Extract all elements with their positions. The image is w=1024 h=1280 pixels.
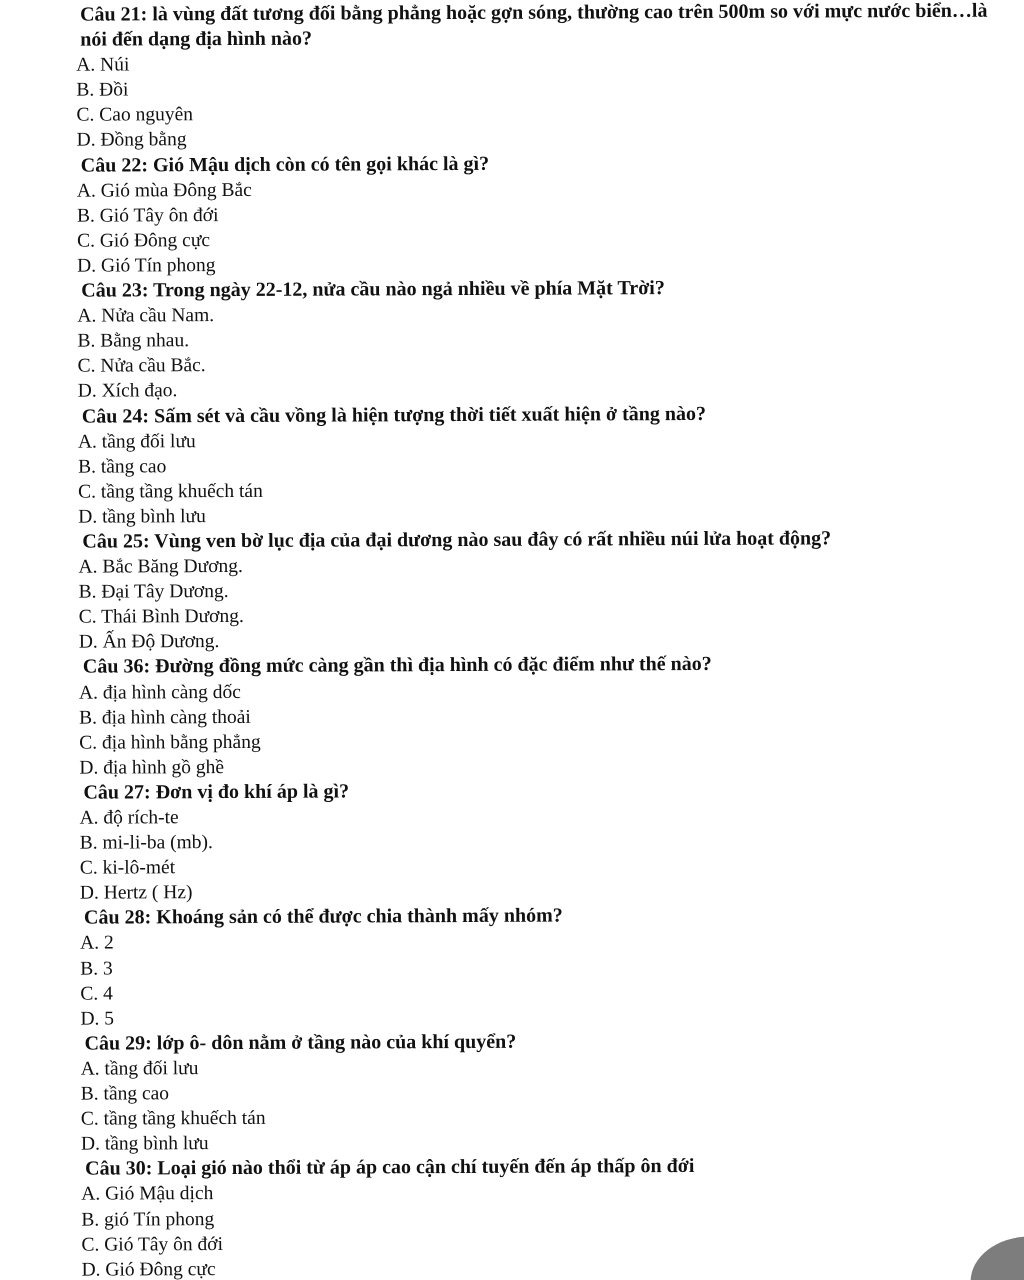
answer-option: D. 5: [80, 1008, 115, 1030]
question-block: [2, 525, 1024, 655]
answer-option: A. Bắc Băng Dương.: [78, 556, 243, 578]
answer-option: B. Đồi: [76, 79, 129, 101]
answer-option: D. Ấn Độ Dương.: [78, 631, 220, 654]
answer-option: D. Đồng bằng: [76, 129, 187, 152]
question-title: Câu 21: là vùng đất tương đối bằng phẳng hoặc gợn sóng, thường cao trên 500m so với mực nước biển…là nói đến dạng địa hình nào?: [80, 0, 988, 51]
answer-option: A. địa hình càng dốc: [78, 681, 241, 704]
answer-option: D. Gió Đông cực: [81, 1258, 216, 1280]
answer-option: A. Gió Mậu dịch: [81, 1183, 214, 1206]
answer-option: A. tầng đối lưu: [80, 1058, 199, 1080]
answer-option: B. Đại Tây Dương.: [78, 581, 229, 603]
answer-option: B. gió Tín phong: [81, 1208, 215, 1231]
answer-option: D. Xích đạo.: [77, 380, 178, 403]
answer-option: C. Nửa cầu Bắc.: [77, 355, 206, 377]
answer-option: C. Gió Đông cực: [77, 229, 211, 252]
answer-option: B. mi-li-ba (mb).: [79, 832, 213, 854]
answer-option: B. tầng cao: [77, 455, 167, 478]
question-block: [2, 400, 1024, 530]
question-block: [0, 0, 1024, 154]
question-title: Câu 29: lớp ô- dôn nằm ở tầng nào của khí quyển?: [84, 1030, 517, 1055]
question-block: [3, 651, 1024, 781]
answer-option: C. tầng tầng khuếch tán: [80, 1107, 266, 1130]
answer-option: A. tầng đối lưu: [77, 430, 196, 453]
answer-option: C. địa hình bằng phẳng: [79, 731, 261, 754]
answer-option: D. Hertz ( Hz): [79, 882, 193, 904]
answer-option: A. 2: [80, 932, 114, 955]
answer-option: B. Bằng nhau.: [77, 330, 190, 352]
question-block: [1, 149, 1024, 279]
question-title: Câu 23: Trong ngày 22-12, nửa cầu nào ngả nhiều về phía Mặt Trời?: [81, 277, 665, 302]
answer-option: C. Cao nguyên: [76, 104, 194, 127]
question-block: [5, 1153, 1024, 1280]
answer-option: A. độ rích-te: [79, 807, 179, 829]
answer-option: A. Gió mùa Đông Bắc: [76, 179, 252, 202]
question-block: [5, 1027, 1024, 1157]
answer-option: A. Núi: [76, 54, 130, 76]
answer-option: C. 4: [80, 983, 113, 1005]
answer-option: C. Gió Tây ôn đới: [81, 1233, 224, 1256]
question-block: [3, 776, 1024, 906]
answer-option: D. Gió Tín phong: [77, 254, 216, 277]
question-block: [1, 275, 1024, 405]
question-title: Câu 22: Gió Mậu dịch còn có tên gọi khác là gì?: [80, 152, 490, 177]
question-title: Câu 24: Sấm sét và cầu vồng là hiện tượng thời tiết xuất hiện ở tầng nào?: [81, 402, 707, 428]
answer-option: D. tầng bình lưu: [78, 505, 206, 528]
question-title: Câu 36: Đường đồng mức càng gần thì địa hình có đặc điểm như thế nào?: [82, 653, 712, 679]
answer-option: B. Gió Tây ôn đới: [76, 204, 219, 227]
answer-option: D. địa hình gồ ghề: [79, 756, 225, 779]
answer-option: C. Thái Bình Dương.: [78, 606, 244, 628]
answer-option: B. địa hình càng thoải: [79, 706, 251, 729]
question-title: Câu 25: Vùng ven bờ lục địa của đại dương nào sau đây có rất nhiều núi lửa hoạt động?: [82, 527, 832, 553]
answer-option: C. tầng tầng khuếch tán: [78, 480, 263, 503]
question-block: [4, 902, 1024, 1032]
answer-option: B. tầng cao: [80, 1083, 170, 1105]
question-title: Câu 28: Khoáng sản có thể được chia thành mấy nhóm?: [83, 904, 563, 930]
answer-option: C. ki-lô-mét: [79, 857, 176, 879]
answer-option: D. tầng bình lưu: [80, 1133, 209, 1155]
question-title: Câu 30: Loại gió nào thổi từ áp áp cao cận chí tuyến đến áp thấp ôn đới: [85, 1155, 695, 1180]
answer-option: B. 3: [80, 958, 113, 980]
question-title: Câu 27: Đơn vị đo khí áp là gì?: [83, 780, 350, 804]
answer-option: A. Nửa cầu Nam.: [77, 305, 215, 327]
